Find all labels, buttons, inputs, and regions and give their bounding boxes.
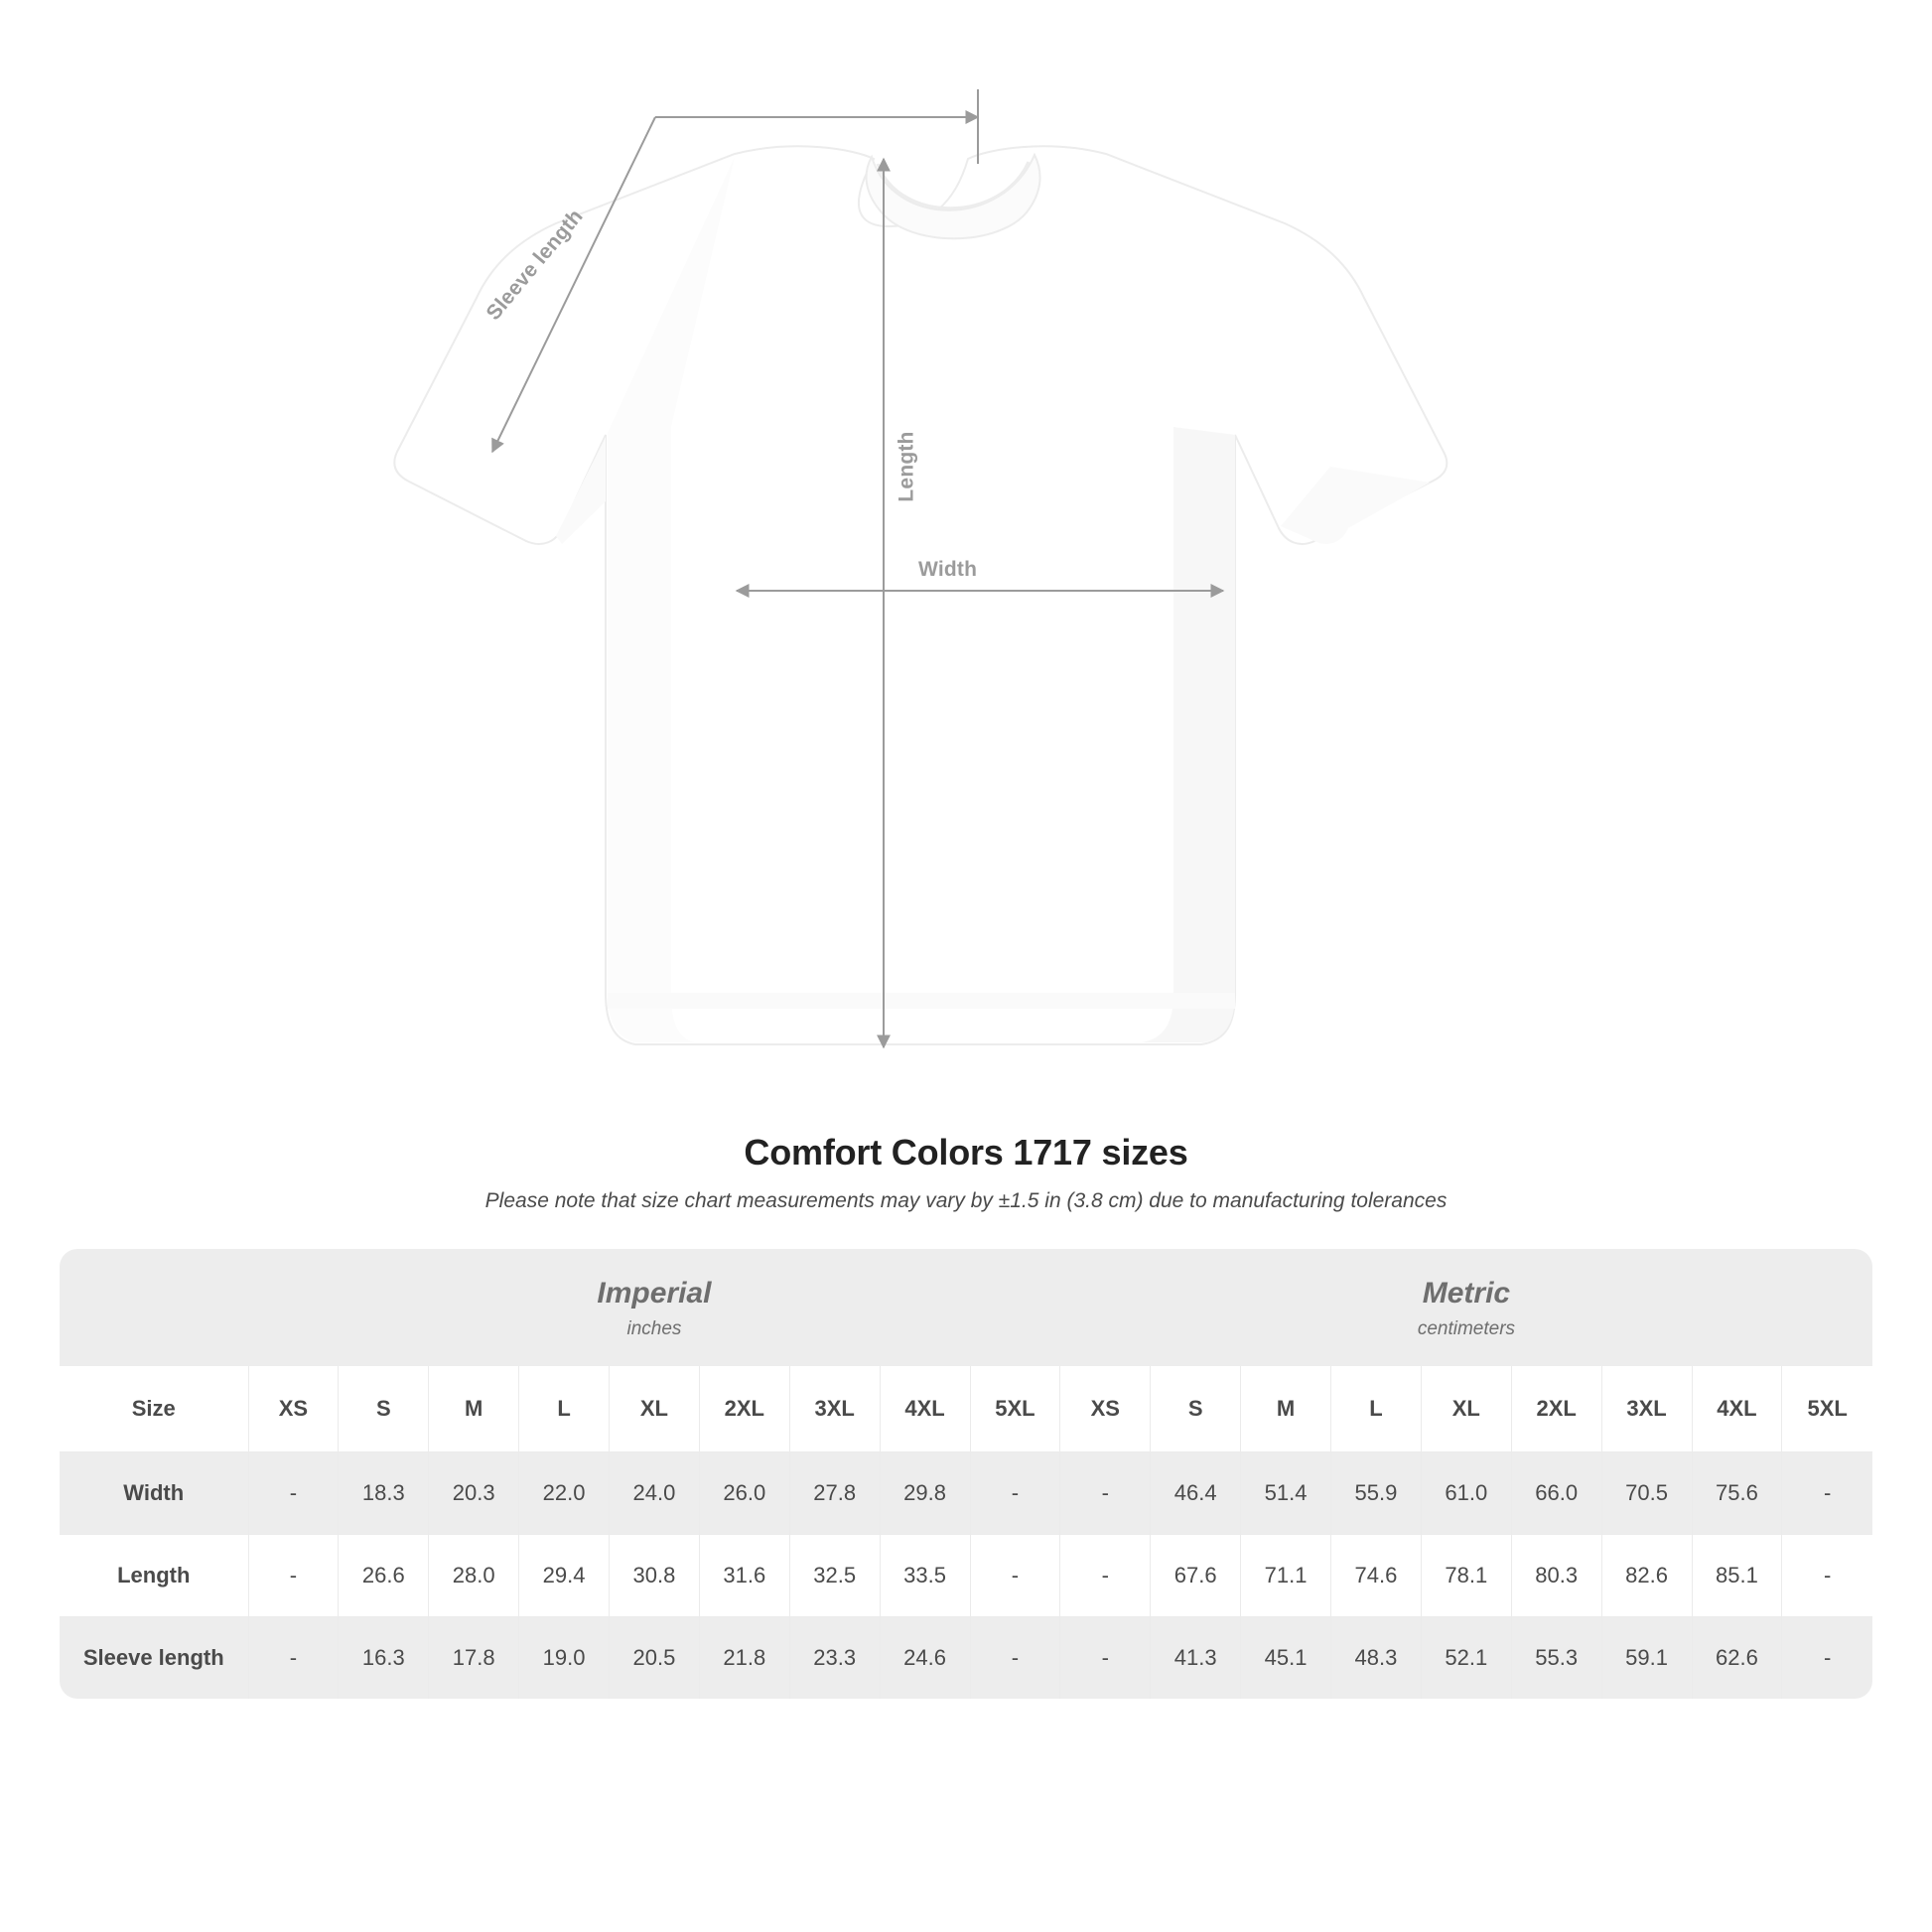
measurement-cell: - <box>1060 1535 1151 1617</box>
measurement-cell: 24.0 <box>610 1452 700 1535</box>
unit-header-row <box>60 1249 1872 1366</box>
unit-spacer-cell <box>60 1249 248 1366</box>
unit-metric-cell <box>1060 1249 1872 1366</box>
size-chart-body <box>60 1452 1872 1700</box>
title-block <box>0 1132 1932 1213</box>
measurement-cell: 78.1 <box>1421 1535 1511 1617</box>
unit-metric-name: Metric <box>1422 1277 1511 1310</box>
measurement-cell: 20.5 <box>610 1617 700 1700</box>
row-label: Width <box>60 1452 248 1535</box>
measurement-cell: - <box>970 1617 1060 1700</box>
size-header-row <box>60 1366 1872 1452</box>
size-header-cell: XL <box>1421 1366 1511 1452</box>
measurement-cell: 33.5 <box>880 1535 970 1617</box>
measurement-cell: 32.5 <box>789 1535 880 1617</box>
measurement-cell: 52.1 <box>1421 1617 1511 1700</box>
measurement-cell: - <box>248 1452 339 1535</box>
measurement-cell: 45.1 <box>1241 1617 1331 1700</box>
measurement-cell: 23.3 <box>789 1617 880 1700</box>
size-header-cell: M <box>1241 1366 1331 1452</box>
size-header-cell: 2XL <box>699 1366 789 1452</box>
measurement-cell: 29.8 <box>880 1452 970 1535</box>
measurement-cell: - <box>1060 1617 1151 1700</box>
measurement-cell: 28.0 <box>429 1535 519 1617</box>
size-header-cell: L <box>519 1366 610 1452</box>
size-header-cell: XL <box>610 1366 700 1452</box>
tolerance-note: Please note that size chart measurements may vary by ±1.5 in (3.8 cm) due to manufacturing tolerances <box>484 1189 1448 1212</box>
size-header-cell: 3XL <box>1601 1366 1692 1452</box>
measurement-cell: 31.6 <box>699 1535 789 1617</box>
measurement-cell: - <box>1060 1452 1151 1535</box>
measurement-cell: 74.6 <box>1331 1535 1422 1617</box>
measurement-cell: 24.6 <box>880 1617 970 1700</box>
table-row <box>60 1452 1872 1535</box>
tshirt-shape <box>394 146 1447 1044</box>
size-header-cell: 4XL <box>880 1366 970 1452</box>
measurement-cell: 30.8 <box>610 1535 700 1617</box>
size-header-cell: 4XL <box>1692 1366 1782 1452</box>
size-header-cell: 5XL <box>1782 1366 1872 1452</box>
unit-imperial-cell <box>248 1249 1060 1366</box>
measurement-cell: 66.0 <box>1511 1452 1601 1535</box>
table-row <box>60 1617 1872 1700</box>
row-label: Sleeve length <box>60 1617 248 1700</box>
size-header-cell: S <box>339 1366 429 1452</box>
row-label: Length <box>60 1535 248 1617</box>
measurement-cell: 46.4 <box>1151 1452 1241 1535</box>
measurement-cell: 27.8 <box>789 1452 880 1535</box>
measurement-cell: - <box>970 1535 1060 1617</box>
measurement-cell: 71.1 <box>1241 1535 1331 1617</box>
measurement-cell: 61.0 <box>1421 1452 1511 1535</box>
size-header-cell: XS <box>1060 1366 1151 1452</box>
width-label: Width <box>918 558 978 581</box>
measurement-cell: 48.3 <box>1331 1617 1422 1700</box>
measurement-cell: 51.4 <box>1241 1452 1331 1535</box>
unit-imperial-name: Imperial <box>597 1277 712 1310</box>
length-label: Length <box>895 431 918 502</box>
sleeve-length-label: Sleeve length <box>482 205 588 325</box>
measurement-cell: - <box>248 1535 339 1617</box>
size-chart-table-wrap <box>60 1249 1872 1699</box>
measurement-cell: 75.6 <box>1692 1452 1782 1535</box>
measurement-cell: 26.6 <box>339 1535 429 1617</box>
measurement-cell: - <box>248 1617 339 1700</box>
measurement-cell: 85.1 <box>1692 1535 1782 1617</box>
measurement-cell: 67.6 <box>1151 1535 1241 1617</box>
size-header-label: Size <box>60 1366 248 1452</box>
measurement-cell: - <box>1782 1535 1872 1617</box>
measurement-cell: 22.0 <box>519 1452 610 1535</box>
size-header-cell: S <box>1151 1366 1241 1452</box>
measurement-cell: 20.3 <box>429 1452 519 1535</box>
page-title: Comfort Colors 1717 sizes <box>744 1132 1188 1173</box>
measurement-cell: - <box>1782 1617 1872 1700</box>
measurement-cell: 26.0 <box>699 1452 789 1535</box>
table-row <box>60 1535 1872 1617</box>
size-header-cell: 5XL <box>970 1366 1060 1452</box>
size-header-cell: XS <box>248 1366 339 1452</box>
measurement-cell: - <box>970 1452 1060 1535</box>
measurement-cell: 82.6 <box>1601 1535 1692 1617</box>
measurement-cell: 16.3 <box>339 1617 429 1700</box>
measurement-cell: 17.8 <box>429 1617 519 1700</box>
unit-metric-sub: centimeters <box>1417 1318 1516 1339</box>
unit-imperial-sub: inches <box>626 1318 682 1339</box>
measurement-cell: 21.8 <box>699 1617 789 1700</box>
size-header-cell: 2XL <box>1511 1366 1601 1452</box>
size-header-cell: L <box>1331 1366 1422 1452</box>
measurement-cell: 59.1 <box>1601 1617 1692 1700</box>
measurement-cell: 19.0 <box>519 1617 610 1700</box>
size-header-cell: 3XL <box>789 1366 880 1452</box>
measurement-cell: 41.3 <box>1151 1617 1241 1700</box>
measurement-cell: 55.3 <box>1511 1617 1601 1700</box>
size-header-cell: M <box>429 1366 519 1452</box>
measurement-cell: 70.5 <box>1601 1452 1692 1535</box>
measurement-cell: 80.3 <box>1511 1535 1601 1617</box>
size-chart-table <box>60 1249 1872 1699</box>
measurement-cell: 55.9 <box>1331 1452 1422 1535</box>
measurement-cell: 62.6 <box>1692 1617 1782 1700</box>
measurement-cell: - <box>1782 1452 1872 1535</box>
measurement-cell: 29.4 <box>519 1535 610 1617</box>
measurement-cell: 18.3 <box>339 1452 429 1535</box>
